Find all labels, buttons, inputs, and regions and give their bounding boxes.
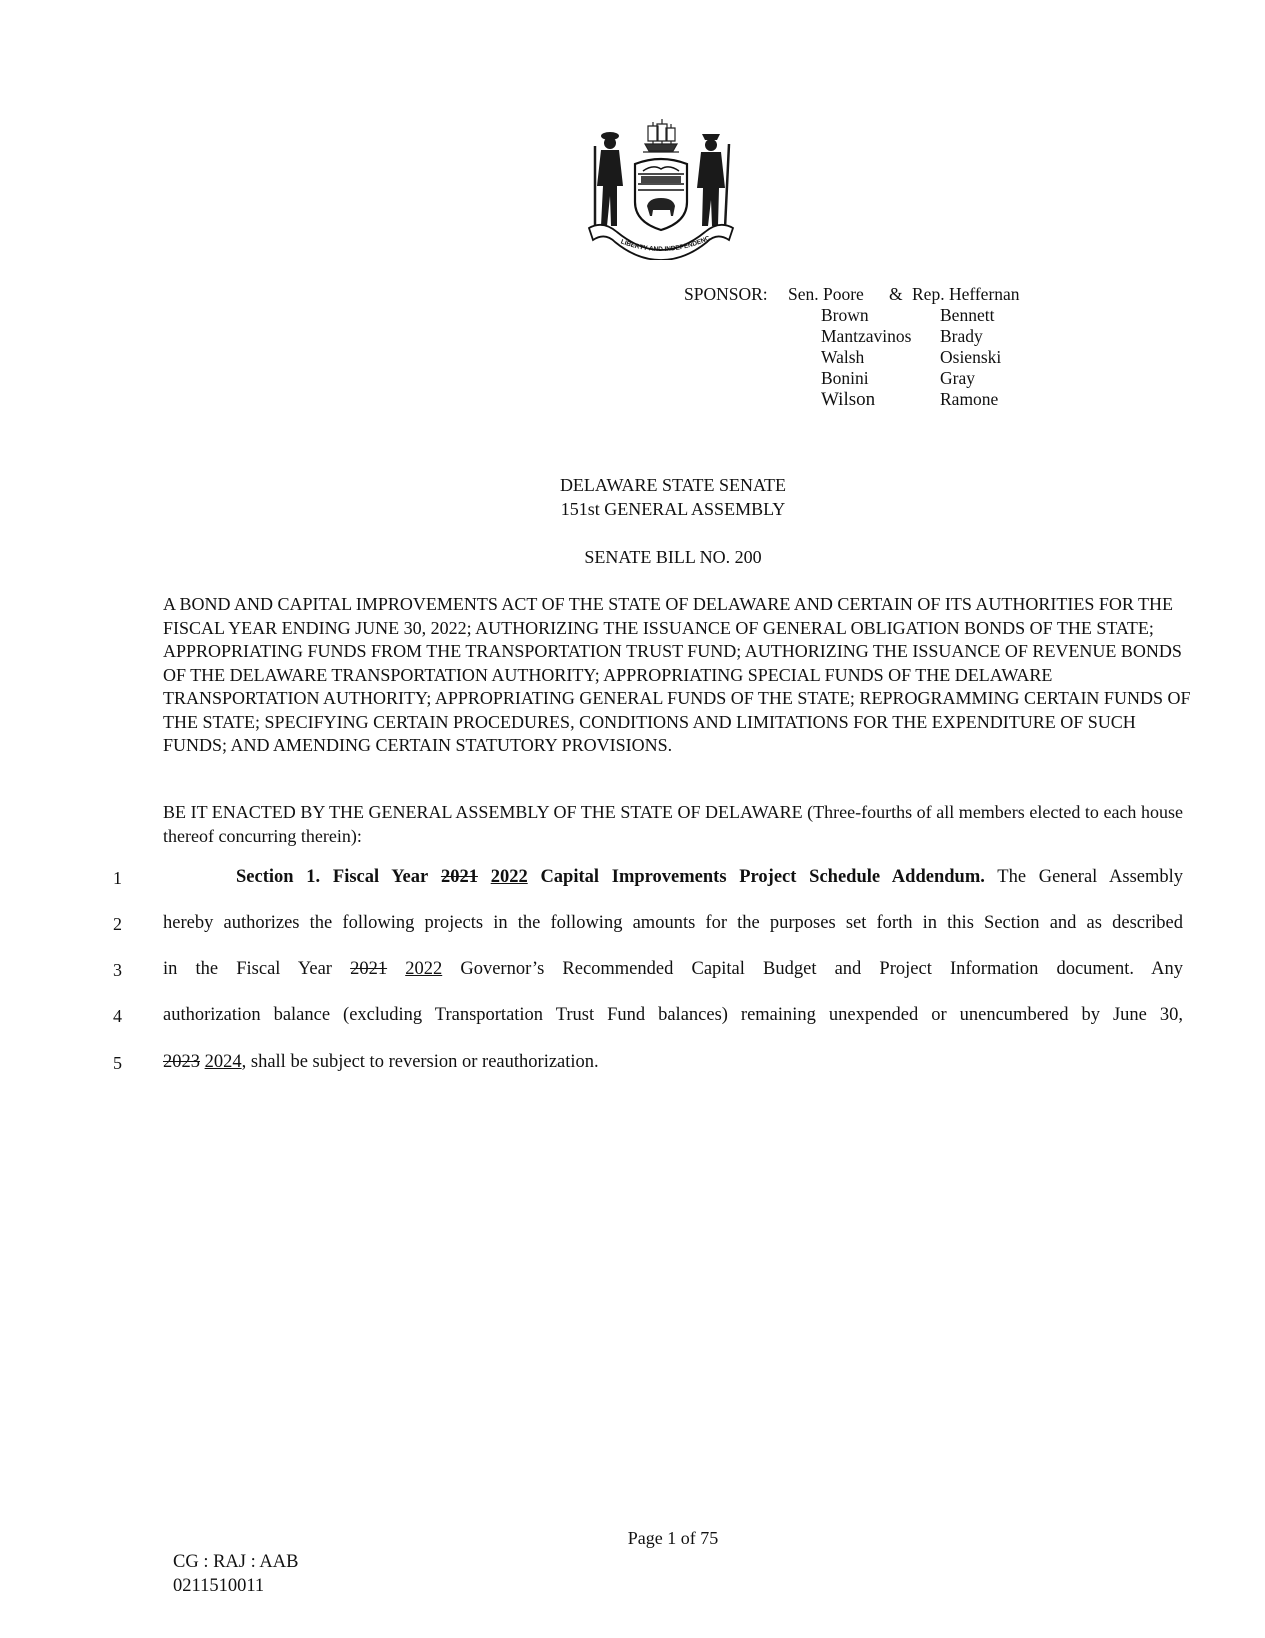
line-number: 2 (113, 914, 122, 934)
body-text: , shall be subject to reversion or reauthorization. (241, 1052, 599, 1072)
document-number: 0211510011 (173, 1576, 265, 1596)
inserted-year: 2022 (405, 959, 443, 979)
cosponsor-name: Bennett (940, 305, 995, 325)
line-number: 4 (113, 1006, 122, 1026)
cosponsor-name: Brown (821, 305, 869, 325)
struck-year: 2023 (163, 1052, 200, 1072)
assembly-heading: 151st GENERAL ASSEMBLY (560, 499, 786, 519)
section-heading-a: Section 1. Fiscal Year (236, 867, 429, 887)
body-line-2 (163, 913, 1183, 934)
body-text: in the Fiscal Year (163, 959, 332, 979)
inserted-year: 2022 (490, 867, 528, 887)
body-line-3 (163, 959, 1183, 980)
body-text: The General Assembly (997, 867, 1184, 887)
body-text: Governor’s Recommended Capital Budget and Project Information document. Any (460, 959, 1183, 979)
body-text: authorization balance (excluding Transportation Trust Fund balances) remaining unexpended or unencumbered by June 30, (163, 1005, 1183, 1025)
enacting-clause: BE IT ENACTED BY THE GENERAL ASSEMBLY OF THE STATE OF DELAWARE (Three-fourths of all members elected to each house thereof concurring therein): (163, 802, 1183, 846)
senate-cosponsor-list (821, 305, 911, 410)
senate-sponsor: Sen. Poore (788, 284, 864, 304)
cosponsor-name: Gray (940, 368, 975, 388)
delaware-state-seal (583, 116, 739, 260)
struck-year: 2021 (440, 867, 478, 887)
page-number: Page 1 of 75 (627, 1528, 719, 1548)
body-line-4 (163, 1005, 1183, 1026)
cosponsor-name: Walsh (821, 347, 865, 367)
line-number: 3 (113, 960, 122, 980)
body-line-5 (163, 1052, 1183, 1073)
struck-year: 2021 (350, 959, 388, 979)
chamber-heading: DELAWARE STATE SENATE (559, 475, 787, 495)
line-number: 5 (113, 1053, 122, 1073)
line-number: 1 (113, 868, 122, 888)
bill-number: SENATE BILL NO. 200 (584, 547, 762, 567)
section-heading-b: Capital Improvements Project Schedule Addendum. (540, 867, 985, 887)
cosponsor-name: Mantzavinos (821, 326, 912, 346)
bill-title: A BOND AND CAPITAL IMPROVEMENTS ACT OF THE STATE OF DELAWARE AND CERTAIN OF ITS AUTHORITIES FOR THE FISCAL YEAR ENDING JUNE 30, 2022; AUTHORIZING THE ISSUANCE OF GENERAL OBLIGATION BONDS OF THE STATE; APPROPRIATING FUNDS FROM THE TRANSPORTATION TRUST FUND; AUTHORIZING THE ISSUANCE OF REVENUE BONDS OF THE DELAWARE TRANSPORTATION AUTHORITY; APPROPRIATING SPECIAL FUNDS OF THE DELAWARE TRANSPORTATION AUTHORITY; APPROPRIATING GENERAL FUNDS OF THE STATE; REPROGRAMMING CERTAIN FUNDS OF THE STATE; SPECIFYING CERTAIN PROCEDURES, CONDITIONS AND LIMITATIONS FOR THE EXPENDITURE OF SUCH FUNDS; AND AMENDING CERTAIN STATUTORY PROVISIONS. (163, 594, 1191, 755)
body-line-1 (163, 867, 1183, 888)
cosponsor-name: Ramone (940, 389, 999, 409)
inserted-year: 2024 (204, 1052, 242, 1072)
house-sponsor: Rep. Heffernan (912, 284, 1020, 304)
sponsor-ampersand: & (889, 284, 903, 304)
body-text: hereby authorizes the following projects in the following amounts for the purposes set forth in this Section and as described (163, 913, 1183, 933)
house-cosponsor-list (940, 305, 1001, 410)
cosponsor-name: Wilson (821, 389, 876, 410)
cosponsor-name: Osienski (940, 347, 1002, 367)
sponsor-label: SPONSOR: (684, 284, 768, 304)
seal-motto: LIBERTY AND INDEPENDENC (619, 234, 712, 254)
cosponsor-name: Bonini (821, 368, 869, 388)
cosponsor-name: Brady (940, 326, 983, 346)
seal-image (583, 116, 739, 260)
drafter-code: CG : RAJ : AAB (173, 1552, 299, 1572)
